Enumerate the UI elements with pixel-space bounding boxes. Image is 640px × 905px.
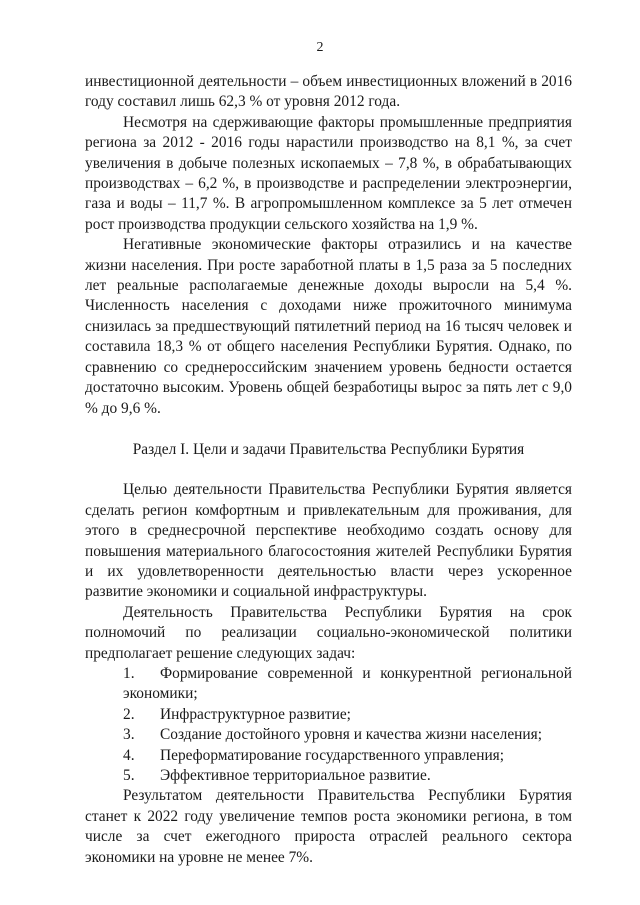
task-item xyxy=(85,766,572,786)
task-number: 5. xyxy=(123,767,135,784)
paragraph-living-standards: Негативные экономические факторы отразились и на качестве жизни населения. При росте заработной платы в 1,5 раза за 5 последних лет реальные располагаемые денежные доходы выросли на 5,4 %. Численность населения с доходами ниже прожиточного минимума снизилась за предшествующий пятилетний период на 16 тысяч человек и составила 18,3 % от общего населения Республики Бурятия. Однако, по сравнению со среднероссийским значением уровень бедности остается достаточно высоким. Уровень общей безработицы вырос за пять лет с 9,0 % до 9,6 %. xyxy=(85,236,572,417)
task-text: Формирование современной и конкурентной региональной экономики; xyxy=(123,664,572,703)
page-number: 2 xyxy=(316,40,324,55)
section-heading: Раздел I. Цели и задачи Правительства Республики Бурятия xyxy=(132,440,525,458)
task-text: Переформатирование государственного управления; xyxy=(160,746,505,764)
task-text: Эффективное территориальное развитие. xyxy=(160,767,431,784)
task-item xyxy=(85,664,572,705)
task-number: 2. xyxy=(123,705,135,723)
task-text: Инфраструктурное развитие; xyxy=(160,705,351,723)
task-item xyxy=(85,725,572,745)
paragraph-tasks-intro: Деятельность Правительства Республики Бурятия на срок полномочий по реализации социально-экономической политики предполагает решение следующих задач: xyxy=(85,603,572,662)
document-body xyxy=(85,72,572,868)
task-item xyxy=(85,746,572,766)
task-number: 4. xyxy=(123,746,135,764)
task-item xyxy=(85,705,572,725)
task-text: Создание достойного уровня и качества жизни населения; xyxy=(160,726,543,744)
paragraph-result: Результатом деятельности Правительства Республики Бурятия станет к 2022 году увеличение темпов роста экономики региона, в том числе за счет ежегодного прироста отраслей реального сектора экономики на уровне не менее 7%. xyxy=(85,787,572,866)
paragraph-industry: Несмотря на сдерживающие факторы промышленные предприятия региона за 2012 - 2016 годы нарастили производство на 8,1 %, за счет увеличения в добыче полезных ископаемых – 7,8 %, в обрабатывающих производствах – 6,2 %, в производстве и распределении электроэнергии, газа и воды – 11,7 %. В агропромышленном комплексе за 5 лет отмечен рост производства продукции сельского хозяйства на 1,9 %. xyxy=(85,113,572,233)
paragraph-goal: Целью деятельности Правительства Республики Бурятия является сделать регион комфортным и привлекательным для проживания, для этого в среднесрочной перспективе необходимо создать основу для повышения материального благосостояния жителей Республики Бурятия и их удовлетворенности деятельностью власти через ускоренное развитие экономики и социальной инфраструктуры. xyxy=(85,481,572,601)
task-number: 1. xyxy=(123,664,135,682)
paragraph-investment: инвестиционной деятельности – объем инвестиционных вложений в 2016 году составил лишь 62,3 % от уровня 2012 года. xyxy=(85,73,572,111)
task-list xyxy=(85,664,572,786)
task-number: 3. xyxy=(123,726,135,744)
